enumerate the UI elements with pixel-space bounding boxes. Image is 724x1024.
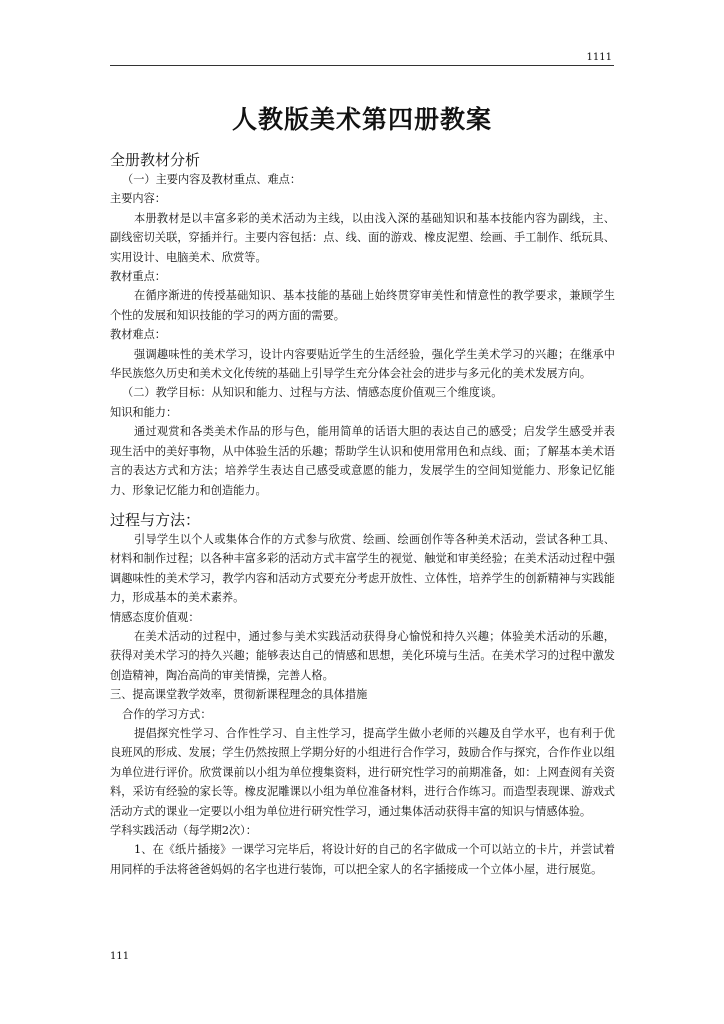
cooperation-paragraph: 提倡探究性学习、合作性学习、自主性学习，提高学生做小老师的兴趣及自学水平，也有利于优良班风的形成、发展；学生仍然按照上学期分好的小组进行合作学习，鼓励合作与探究，合作作业以组为单位进行评价。欣赏课前以小组为单位搜集资料，进行研究性学习的前期准备，如：上网查阅有关资料，采访有经验的家长等。橡皮泥雕课以小组为单位准备材料，进行合作练习。而造型表现课、游戏式活动方式的课业一定要以小组为单位进行研究性学习，通过集体活动获得丰富的知识与情感体验。 bbox=[110, 726, 615, 818]
practice-paragraph: 1、在《纸片插接》一课学习完毕后，将设计好的自己的名字做成一个可以站立的卡片，并尝试着用同样的手法将爸爸妈妈的名字也进行装饰，可以把全家人的名字插接成一个立体小屋，进行展览。 bbox=[110, 843, 615, 876]
key-points-label: 教材重点： bbox=[110, 270, 166, 284]
header-rule bbox=[110, 65, 614, 66]
knowledge-label: 知识和能力： bbox=[110, 405, 178, 419]
cooperation-label: 合作的学习方式： bbox=[122, 707, 212, 721]
knowledge-paragraph: 通过观赏和各类美术作品的形与色，能用简单的话语大胆的表达自己的感受；启发学生感受并表现生活中的美好事物，从中体验生活的乐趣；帮助学生认识和使用常用色和点线、面；了解基本美术语言的表达方式和方法；培养学生表达自己感受或意愿的能力，发展学生的空间知觉能力、形象记忆能力、形象记忆能力和创造能力。 bbox=[110, 425, 615, 497]
attitude-label: 情感态度价值观： bbox=[110, 610, 200, 624]
key-points-paragraph: 在循序渐进的传授基础知识、基本技能的基础上始终贯穿审美性和情意性的教学要求，兼顾学生个性的发展和知识技能的学习的两方面的需要。 bbox=[110, 289, 615, 322]
footer-code: 111 bbox=[110, 951, 130, 962]
practice-label: 学科实践活动（每学期2次）： bbox=[110, 824, 257, 837]
difficulty-paragraph: 强调趣味性的美术学习，设计内容要贴近学生的生活经验，强化学生美术学习的兴趣；在继承中华民族悠久历史和美术文化传统的基础上引导学生充分体会社会的进步与多元化的美术发展方向。 bbox=[110, 347, 615, 381]
document-title: 人教版美术第四册教案 bbox=[231, 105, 492, 134]
section-3-heading: 三、提高课堂教学效率，贯彻新课程理念的具体措施 bbox=[110, 688, 368, 702]
process-heading: 过程与方法： bbox=[110, 510, 201, 529]
main-content-label: 主要内容： bbox=[110, 192, 166, 206]
analysis-heading: 全册教材分析 bbox=[110, 151, 201, 169]
main-content-paragraph: 本册教材是以丰富多彩的美术活动为主线，以由浅入深的基础知识和基本技能内容为副线，主、副线密切关联，穿插并行。主要内容包括：点、线、面的游戏、橡皮泥塑、绘画、手工制作、纸玩具、实用设计、电脑美术、欣赏等。 bbox=[110, 211, 615, 264]
attitude-paragraph: 在美术活动的过程中，通过参与美术实践活动获得身心愉悦和持久兴趣；体验美术活动的乐趣，获得对美术学习的持久兴趣；能够表达自己的情感和思想，美化环境与生活。在美术学习的过程中激发创造精神，陶冶高尚的审美情操，完善人格。 bbox=[110, 629, 615, 682]
page-code: 1111 bbox=[586, 52, 612, 63]
difficulty-label: 教材难点： bbox=[110, 328, 166, 342]
sub-heading-2: （二）教学目标：从知识和能力、过程与方法、情感态度价值观三个维度谈。 bbox=[122, 386, 503, 400]
sub-heading-1: （一）主要内容及教材重点、难点： bbox=[122, 173, 302, 186]
document-body bbox=[110, 150, 615, 879]
process-paragraph: 引导学生以个人或集体合作的方式参与欣赏、绘画、绘画创作等各种美术活动，尝试各种工具、材料和制作过程；以各种丰富多彩的活动方式丰富学生的视觉、触觉和审美经验；在美术活动过程中强调趣味性的美术学习，教学内容和活动方式要充分考虑开放性、立体性，培养学生的创新精神与实践能力，形成基本的美术素养。 bbox=[110, 532, 615, 605]
